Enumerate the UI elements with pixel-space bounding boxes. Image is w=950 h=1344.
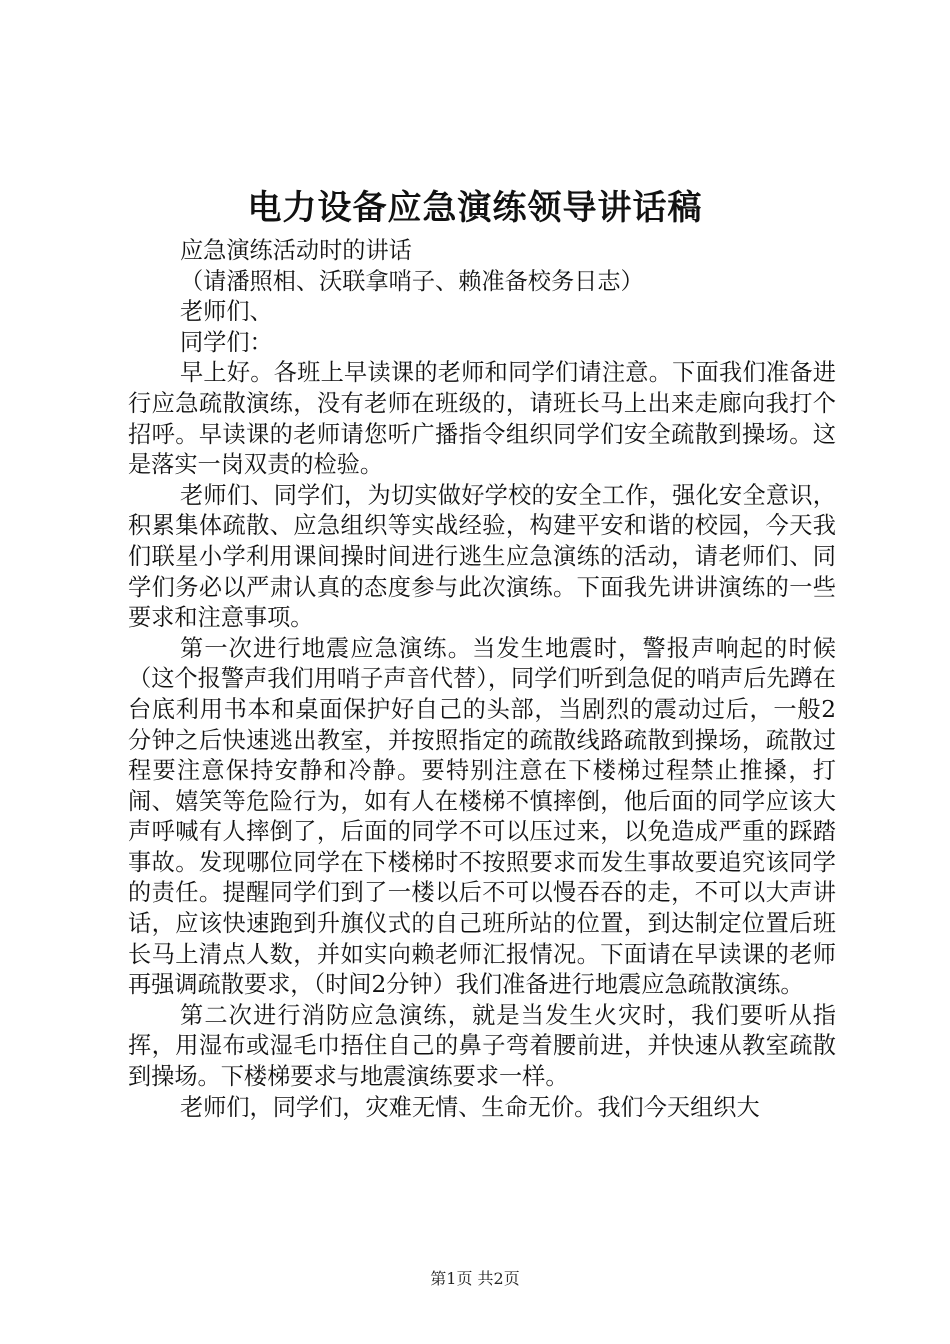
paragraph-fire-drill: 第二次进行消防应急演练，就是当发生火灾时，我们要听从指挥，用湿布或湿毛巾捂住自己的鼻子弯着腰前进，并快速从教室疏散到操场。下楼梯要求与地震演练要求一样。 [128, 1001, 836, 1091]
salutation-students: 同学们： [180, 328, 273, 356]
paragraph-closing: 老师们，同学们，灾难无情、生命无价。我们今天组织大 [180, 1093, 760, 1121]
document-body [128, 236, 836, 1123]
paragraph-greeting: 早上好。各班上早读课的老师和同学们请注意。下面我们准备进行应急疏散演练，没有老师在班级的，请班长马上出来走廊向我打个招呼。早读课的老师请您听广播指令组织同学们安全疏散到操场。这是落实一岗双责的检验。 [128, 359, 836, 479]
paragraph-earthquake-drill: 第一次进行地震应急演练。当发生地震时，警报声响起的时候（这个报警声我们用哨子声音代替），同学们听到急促的哨声后先蹲在台底利用书本和桌面保护好自己的头部，当剧烈的震动过后，一般2分钟之后快速逃出教室，并按照指定的疏散线路疏散到操场，疏散过程要注意保持安静和冷静。要特别注意在下楼梯过程禁止推搡，打闹、嬉笑等危险行为，如有人在楼梯不慎摔倒，他后面的同学应该大声呼喊有人摔倒了，后面的同学不可以压过来，以免造成严重的踩踏事故。发现哪位同学在下楼梯时不按照要求而发生事故要追究该同学的责任。提醒同学们到了一楼以后不可以慢吞吞的走，不可以大声讲话，应该快速跑到升旗仪式的自己班所站的位置，到达制定位置后班长马上清点人数，并如实向赖老师汇报情况。下面请在早读课的老师再强调疏散要求，（时间2分钟）我们准备进行地震应急疏散演练。 [128, 634, 836, 999]
preparation-note: （请潘照相、沃联拿哨子、赖准备校务日志） [180, 267, 644, 295]
salutation-teachers: 老师们、 [180, 298, 273, 326]
document-title: 电力设备应急演练领导讲话稿 [247, 188, 703, 228]
paragraph-purpose: 老师们、同学们，为切实做好学校的安全工作，强化安全意识，积累集体疏散、应急组织等实战经验，构建平安和谐的校园，今天我们联星小学利用课间操时间进行逃生应急演练的活动，请老师们、同学们务必以严肃认真的态度参与此次演练。下面我先讲讲演练的一些要求和注意事项。 [128, 481, 836, 632]
page-number-footer: 第1页 共2页 [430, 1269, 520, 1288]
speech-subtitle: 应急演练活动时的讲话 [180, 237, 412, 264]
